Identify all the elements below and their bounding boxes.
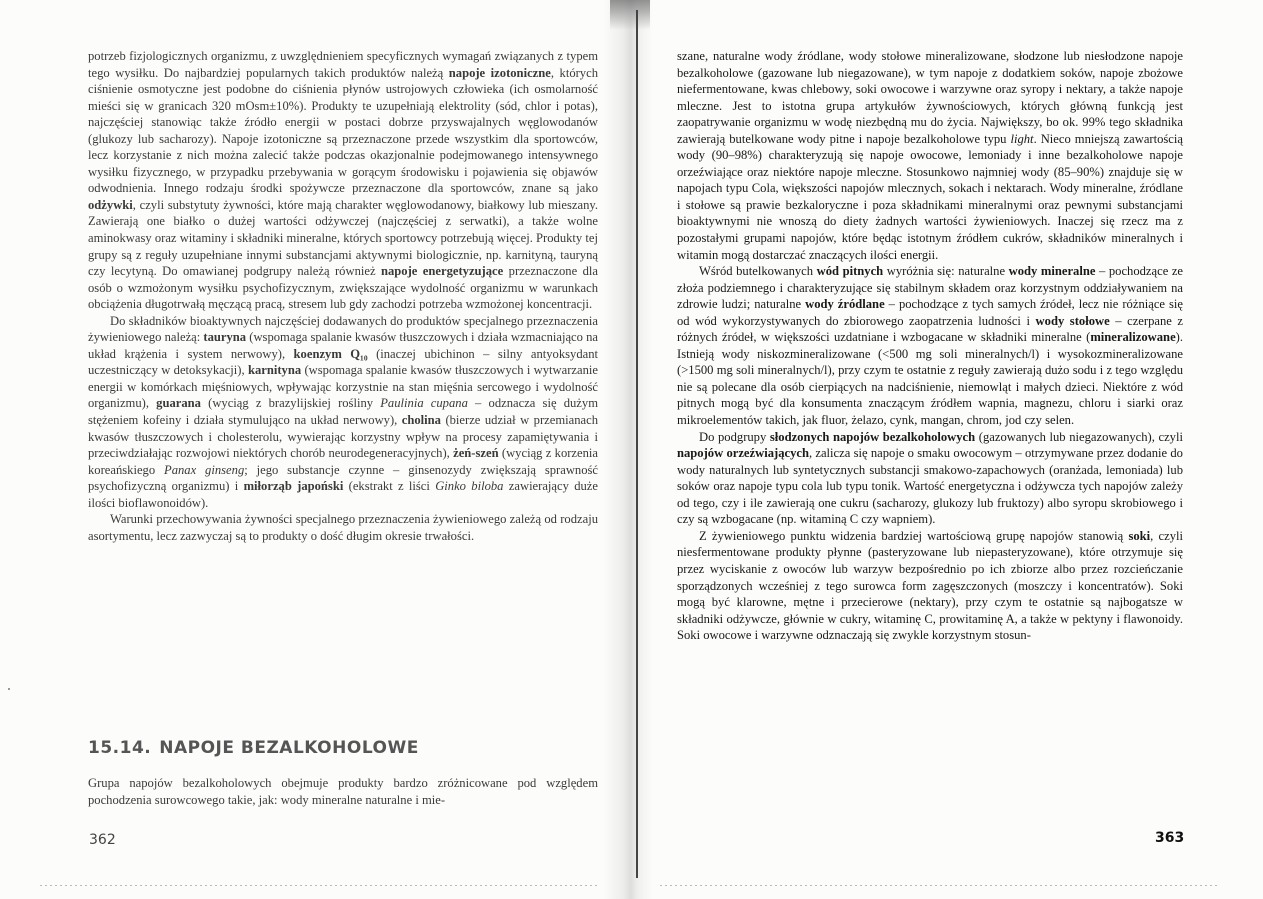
right-paragraph-3: Do podgrupy słodzonych napojów bezalkoholowych (gazowanych lub niegazowanych), czyli napojów orzeźwiających, zalicza się napoje o smaku owocowym – otrzymywane przez dodanie do wody naturalnych lub syntetycznych substancji smakowo-zapachowych (oranżada, lemoniada) lub soków oraz napoje typu cola lub typu tonik. Wartość energetyczna i odżywcza tych napojów zależy od tego, czy i ile zawierają one cukru (sacharozy, glukozy lub fruktozy) albo syropu skrobiowego i czy są wzbogacane (np. witaminą C czy wapniem).: [677, 429, 1183, 527]
bold-term: miłorząb japoński: [243, 479, 344, 494]
bold-term: odżywki: [88, 197, 133, 212]
section-title: NAPOJE BEZALKOHOLOWE: [159, 738, 419, 758]
bold-term: żeń-szeń: [453, 446, 499, 461]
section-number: 15.14.: [88, 738, 152, 758]
bold-term: wody stołowe: [1035, 313, 1110, 328]
bold-term: karnityna: [247, 363, 302, 378]
section-heading: [88, 738, 419, 758]
bold-term: napoje izotoniczne: [448, 65, 551, 80]
right-paragraph-2: Wśród butelkowanych wód pitnych wyróżnia się: naturalne wody mineralne – pochodzące ze złoża podziemnego i charakteryzujące się stabilnym składem oraz korzystnym oddziaływaniem na zdrowie ludzi; naturalne wody źródlane – pochodzące z tych samych źródeł, lecz nie różniące się od wód wykorzystywanych do zbiorowego zaopatrzenia ludności i wody stołowe – czerpane z różnych źródeł, w większości uzdatniane i wzbogacane w składniki mineralne (mineralizowane). Istnieją wody niskozmineralizowane (<500 mg soli mineralnych/l) i wysokozmineralizowane (>1500 mg soli mineralnych/l), przy czym te ostatnie z reguły zawierają dużo sodu i z tego względu nie są polecane dla osób cierpiących na nadciśnienie, niemowląt i małych dzieci. Niektóre z wód pitnych mogą być dla konsumenta znaczącym źródłem wapnia, magnezu, chloru i siarki oraz mikroelementów takich, jak fluor, żelazo, cynk, mangan, chrom, jod czy selen.: [677, 264, 1184, 428]
italic-term: Ginko biloba: [435, 479, 504, 494]
italic-term: Panax ginseng: [164, 462, 245, 477]
bold-term: wód pitnych: [816, 264, 884, 279]
bold-term: koenzym Q₁₀: [293, 346, 368, 361]
bold-term: napoje energetyzujące: [380, 264, 504, 279]
binding-top-mark: [610, 0, 650, 30]
right-paragraph-1: szane, naturalne wody źródlane, wody stołowe mineralizowane, słodzone lub niesłodzone napoje bezalkoholowe (gazowane lub niegazowane), w tym napoje z dodatkiem soków, napoje zbożowe niefermentowane, kwas chlebowy, soki owocowe i warzywne oraz syropy i nektary, a także napoje mleczne. Jest to istotna grupa artykułów żywnościowych, których główną funkcją jest zaopatrywanie organizmu w wodę niezbędną mu do życia. Największy, bo ok. 99% tego składnika zawierają butelkowane wody pitne i napoje bezalkoholowe typu light. Nieco mniejszą zawartością wody (90–98%) charakteryzują się napoje owocowe, lemoniady i inne bezalkoholowe napoje orzeźwiające oraz niektóre napoje mleczne. Stosunkowo najmniej wody (85–90%) znajduje się w napojach typu Cola, większości napojów mlecznych, sokach i nektarach. Wody mineralne, źródlane i stołowe są prawie bezkaloryczne i poza składnikami mineralnymi oraz pewnymi substancjami bioaktywnymi nie wnoszą do diety żadnych wartości żywieniowych. Inaczej się rzecz ma z pozostałymi grupami napojów, które będąc istotnym źródłem cukrów, składników mineralnych i witamin mogą dostarczać znaczących ilości energii.: [677, 49, 1183, 262]
right-paragraph-4: Z żywieniowego punktu widzenia bardziej wartościową grupę napojów stanowią soki, czyli niesfermentowane produkty płynne (pasteryzowane lub niepasteryzowane), które otrzymuje się przez wyciskanie z owoców lub warzyw bezpośrednio po ich zbiorze albo przez rozcieńczanie sporządzonych wcześniej z tego surowca form zagęszczonych (moszczy i koncentratów). Soki mogą być klarowne, mętne i przecierowe (nektary), przy czym te ostatnie są najbogatsze w składniki odżywcze, głównie w cukry, witaminę C, prowitaminę A, a także w pektyny i flawonoidy. Soki owocowe i warzywne odznaczają się zwykle korzystnym stosun-: [677, 528, 1184, 643]
bold-term: wody mineralne: [1008, 264, 1096, 279]
bold-term: napojów orzeźwiających: [677, 446, 809, 461]
scan-edge-left: [40, 885, 600, 886]
scan-edge-right: [660, 885, 1220, 886]
bold-term: guarana: [156, 396, 201, 411]
bold-term: mineralizowane: [1090, 330, 1176, 345]
italic-term: light: [1010, 131, 1034, 146]
book-gutter-shadow: [603, 0, 653, 899]
bold-term: tauryna: [203, 330, 247, 345]
section-intro: Grupa napojów bezalkoholowych obejmuje produkty bardzo zróżnicowane pod względem pochodzenia surowcowego takie, jak: wody mineralne naturalne i mie-: [88, 776, 598, 807]
bold-term: soki: [1128, 528, 1151, 543]
left-page-body: [88, 48, 598, 544]
page-number-left: 362: [89, 832, 116, 848]
binding-line: [636, 10, 638, 878]
bold-term: cholina: [401, 413, 441, 428]
italic-term: Paulinia cupana: [380, 396, 468, 411]
left-paragraph-1: potrzeb fizjologicznych organizmu, z uwzględnieniem specyficznych wymagań związanych z typem tego wysiłku. Do najbardziej popularnych takich produktów należą napoje izotoniczne, których ciśnienie osmotyczne jest podobne do ciśnienia płynów ustrojowych człowieka (ich osmolarność mieści się w granicach 320 mOsm±10%). Produkty te uzupełniają elektrolity (sód, chlor i potas), najczęściej stanowiąc także źródło energii w postaci dobrze przyswajalnych węglowodanów (glukozy lub sacharozy). Napoje izotoniczne są przeznaczone przede wszystkim dla sportowców, lecz korzystanie z nich można zalecić także podczas okazjonalnie podejmowanego intensywnego wysiłku fizycznego, w przypadku przebywania w gorącym środowisku i pojawienia się objawów odwodnienia. Innego rodzaju środki spożywcze przeznaczone dla sportowców, znane są jako odżywki, czyli substytuty żywności, które mają charakter węglowodanowy, białkowy lub mieszany. Zawierają one białko o dużej wartości odżywczej (najczęściej z serwatki), a także wolne aminokwasy oraz witaminy i składniki mineralne, których sportowcy potrzebują więcej. Produkty tej grupy są z reguły uzupełniane innymi substancjami aktywnymi biologicznie, np. karnityną, tauryną czy lecytyną. Do omawianej podgrupy należą również napoje energetyzujące przeznaczone dla osób o wzmożonym wysiłku psychofizycznym, zwiększające wydolność organizmu w warunkach obciążenia długotrwałą męczącą pracą, stresem lub gdy zachodzi potrzeba wzmożonej koncentracji.: [88, 49, 599, 312]
bold-term: wody źródlane: [805, 297, 885, 312]
right-page-body: [677, 48, 1183, 644]
left-paragraph-3: Warunki przechowywania żywności specjalnego przeznaczenia żywieniowego zależą od rodzaju asortymentu, lecz zazwyczaj są to produkty o dość długim okresie trwałości.: [88, 512, 598, 543]
scan-speck: [8, 688, 10, 690]
page-number-right: 363: [1155, 830, 1185, 846]
bold-term: słodzonych napojów bezalkoholowych: [769, 429, 976, 444]
left-paragraph-2: Do składników bioaktywnych najczęściej dodawanych do produktów specjalnego przeznaczenia żywieniowego należą: tauryna (wspomaga spalanie kwasów tłuszczowych i działa wzmacniająco na układ krążenia i system nerwowy), koenzym Q₁₀ (inaczej ubichinon – silny antyoksydant uczestniczący w detoksykacji), karnityna (wspomaga spalanie kwasów tłuszczowych i wytwarzanie energii w komórkach mięśniowych, wpływając korzystnie na stan mięśnia sercowego i wydolność organizmu), guarana (wyciąg z brazylijskiej rośliny Paulinia cupana – odznacza się dużym stężeniem kofeiny i działa stymulująco na układ nerwowy), cholina (bierze udział w przemianach kwasów tłuszczowych i cholesterolu, wywierając korzystny wpływ na procesy zapamiętywania i przeciwdziałając rozwojowi niektórych chorób neurodegeneracyjnych), żeń-szeń (wyciąg z korzenia koreańskiego Panax ginseng; jego substancje czynne – ginsenozydy zwiększają sprawność psychofizyczną organizmu) i miłorząb japoński (ekstrakt z liści Ginko biloba zawierający duże ilości bioflawonoidów).: [88, 313, 599, 510]
